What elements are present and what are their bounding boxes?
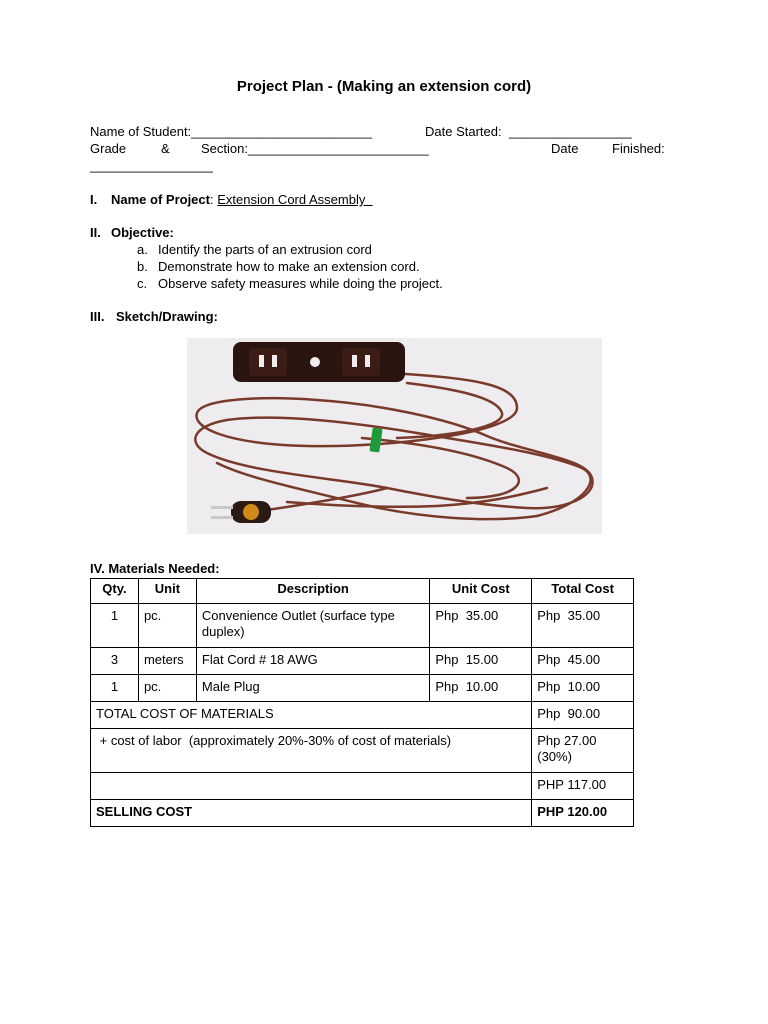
subtotal-row xyxy=(91,773,634,800)
ampersand: & xyxy=(161,141,170,156)
section-1-number: I. xyxy=(90,192,98,207)
section-2-number: II. xyxy=(90,225,101,240)
student-name-blank: _________________________ xyxy=(191,124,372,139)
section-1-label: Name of Project xyxy=(111,192,210,207)
labor-label: + cost of labor (approximately 20%-30% of cost of materials) xyxy=(91,729,532,773)
materials-table xyxy=(90,578,634,827)
objective-marker: b. xyxy=(137,259,148,274)
col-header-qty: Qty. xyxy=(91,579,139,604)
extension-cord-photo xyxy=(187,338,602,534)
student-name-label: Name of Student: xyxy=(90,124,192,139)
labor-amount: Php 27.00 xyxy=(537,733,597,748)
subtotal-value: PHP 117.00 xyxy=(532,773,634,800)
cell-unit: pc. xyxy=(138,675,196,702)
objective-text: Demonstrate how to make an extension cord. xyxy=(158,259,420,274)
objective-marker: a. xyxy=(137,242,148,257)
extension-cord-drawing xyxy=(187,338,602,534)
objective-text: Identify the parts of an extrusion cord xyxy=(158,242,372,257)
subtotal-label-empty xyxy=(91,773,532,800)
selling-cost-label: SELLING COST xyxy=(91,800,532,827)
section-3-label: Sketch/Drawing: xyxy=(116,309,218,324)
section-3-number: III. xyxy=(90,309,105,324)
grade-label: Grade xyxy=(90,141,127,156)
section-2-label: Objective: xyxy=(111,225,174,240)
selling-cost-row xyxy=(91,800,634,827)
selling-cost-value: PHP 120.00 xyxy=(532,800,634,827)
date-started-blank: _________________ xyxy=(508,124,632,139)
objective-item xyxy=(137,276,443,291)
cell-total-cost: Php 35.00 xyxy=(532,604,634,648)
project-name-value: Extension Cord Assembly xyxy=(217,192,373,207)
objective-item xyxy=(137,242,372,257)
cell-description: Flat Cord # 18 AWG xyxy=(196,648,429,675)
col-header-unit: Unit xyxy=(138,579,196,604)
section-blank: _________________________ xyxy=(247,141,429,156)
labor-percent: (30%) xyxy=(537,749,572,764)
total-materials-value: Php 90.00 xyxy=(532,702,634,729)
page-title: Project Plan - (Making an extension cord) xyxy=(236,78,532,95)
section-1-line xyxy=(111,192,373,208)
labor-row xyxy=(91,729,634,773)
student-name-line xyxy=(90,124,372,140)
col-header-description: Description xyxy=(196,579,429,604)
section-4-label: IV. Materials Needed: xyxy=(90,561,220,576)
table-header-row xyxy=(91,579,634,604)
section-line xyxy=(201,141,429,157)
cell-unit: meters xyxy=(138,648,196,675)
objective-item xyxy=(137,259,420,274)
cell-unit-cost: Php 15.00 xyxy=(430,648,532,675)
cell-qty: 3 xyxy=(91,648,139,675)
date-started-label: Date Started: xyxy=(425,124,502,139)
table-row xyxy=(91,675,634,702)
finished-label: Finished: xyxy=(612,141,665,156)
total-materials-label: TOTAL COST OF MATERIALS xyxy=(91,702,532,729)
date-label: Date xyxy=(551,141,579,156)
cell-description: Convenience Outlet (surface type duplex) xyxy=(196,604,429,648)
cell-unit-cost: Php 10.00 xyxy=(430,675,532,702)
objective-text: Observe safety measures while doing the project. xyxy=(158,276,443,291)
section-label: Section: xyxy=(201,141,248,156)
cell-description: Male Plug xyxy=(196,675,429,702)
cell-total-cost: Php 45.00 xyxy=(532,648,634,675)
cell-unit-cost: Php 35.00 xyxy=(430,604,532,648)
cell-total-cost: Php 10.00 xyxy=(532,675,634,702)
col-header-total-cost: Total Cost xyxy=(532,579,634,604)
cell-unit: pc. xyxy=(138,604,196,648)
section-1-colon: : xyxy=(209,192,214,207)
total-materials-row xyxy=(91,702,634,729)
finished-blank: _________________ xyxy=(90,158,213,173)
cell-qty: 1 xyxy=(91,675,139,702)
table-row xyxy=(91,648,634,675)
cell-qty: 1 xyxy=(91,604,139,648)
table-row xyxy=(91,604,634,648)
labor-value xyxy=(532,729,634,773)
objective-marker: c. xyxy=(137,276,148,291)
col-header-unit-cost: Unit Cost xyxy=(430,579,532,604)
date-started-line xyxy=(425,124,632,140)
